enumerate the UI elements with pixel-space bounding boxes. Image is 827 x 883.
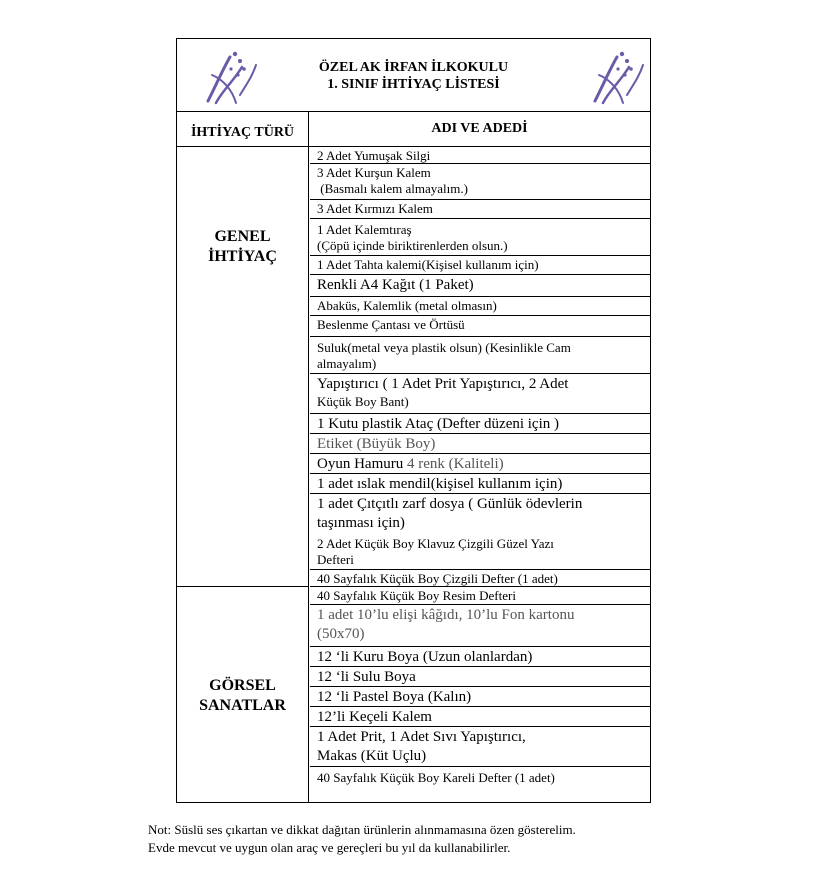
item-text: 3 Adet Kurşun Kalem <box>317 165 431 180</box>
item-text: 40 Sayfalık Küçük Boy Kareli Defter (1 adet) <box>317 770 555 785</box>
document-title <box>257 59 570 93</box>
list-item <box>310 164 650 200</box>
list-item <box>310 767 650 803</box>
item-text: 1 adet Çıtçıtlı zarf dosya ( Günlük ödevlerin <box>317 496 583 512</box>
note-line-2: Evde mevcut ve uygun olan araç ve gereçleri bu yıl da kullanabilirler. <box>148 840 511 855</box>
list-item <box>310 647 650 667</box>
footer-note <box>148 821 576 857</box>
item-text: Renkli A4 Kağıt (1 Paket) <box>317 277 474 293</box>
item-text: almayalım) <box>317 356 377 371</box>
item-text: 2 Adet Küçük Boy Klavuz Çizgili Güzel Yazı <box>317 536 554 551</box>
list-item <box>310 200 650 219</box>
item-text: 12’li Keçeli Kalem <box>317 709 432 725</box>
item-text: Abaküs, Kalemlik (metal olmasın) <box>317 298 497 313</box>
list-item <box>310 587 650 605</box>
category-genel-ihtiyac <box>177 147 309 587</box>
list-title: 1. SINIF İHTİYAÇ LİSTESİ <box>327 77 500 92</box>
list-item <box>310 337 650 374</box>
list-item <box>310 454 650 474</box>
item-text: 12 ‘li Kuru Boya (Uzun olanlardan) <box>317 649 533 665</box>
list-item <box>310 256 650 275</box>
category-gorsel-sanatlar <box>177 587 309 803</box>
item-text: 1 Adet Tahta kalemi(Kişisel kullanım için) <box>317 257 539 272</box>
list-item <box>310 687 650 707</box>
item-text: 12 ‘li Pastel Boya (Kalın) <box>317 689 472 705</box>
column-header-type: İHTİYAÇ TÜRÜ <box>177 111 309 147</box>
item-text: Etiket (Büyük Boy) <box>317 436 436 452</box>
list-item <box>310 570 650 587</box>
list-item <box>310 316 650 337</box>
category-label-line2: SANATLAR <box>199 697 286 714</box>
item-text: Beslenme Çantası ve Örtüsü <box>317 317 465 332</box>
school-logo-left <box>202 45 260 107</box>
item-text <box>317 455 650 474</box>
list-item <box>310 374 650 414</box>
item-text: 40 Sayfalık Küçük Boy Resim Defteri <box>317 588 516 603</box>
item-text: 1 Kutu plastik Ataç (Defter düzeni için ) <box>317 416 560 432</box>
list-item <box>310 219 650 256</box>
item-text: 3 Adet Kırmızı Kalem <box>317 201 433 216</box>
item-text-detail: 4 renk (Kaliteli) <box>403 456 504 472</box>
list-item <box>310 707 650 727</box>
needs-list-table <box>176 38 651 803</box>
item-text: Suluk(metal veya plastik olsun) (Kesinlikle Cam <box>317 340 571 355</box>
list-item <box>310 474 650 494</box>
table-header <box>177 39 650 112</box>
item-text: taşınması için) <box>317 515 405 531</box>
category-label-line2: İHTİYAÇ <box>208 248 277 265</box>
item-text: 1 adet 10’lu elişi kâğıdı, 10’lu Fon kartonu <box>317 607 575 623</box>
item-text: (50x70) <box>317 626 365 642</box>
item-text-main: Oyun Hamuru <box>317 456 404 472</box>
item-text: (Çöpü içinde biriktirenlerden olsun.) <box>317 238 508 253</box>
item-text: 1 Adet Kalemtıraş <box>317 222 412 237</box>
note-line-1: Not: Süslü ses çıkartan ve dikkat dağıtan ürünlerin alınmamasına özen gösterelim. <box>148 822 576 837</box>
item-text: 40 Sayfalık Küçük Boy Çizgili Defter (1 adet) <box>317 571 558 586</box>
item-text: 1 Adet Prit, 1 Adet Sıvı Yapıştırıcı, <box>317 729 526 745</box>
school-name: ÖZEL AK İRFAN İLKOKULU <box>318 60 509 75</box>
list-item <box>310 275 650 297</box>
category-label-line1: GENEL <box>214 228 271 245</box>
category-label-line1: GÖRSEL <box>209 677 276 694</box>
list-item <box>310 727 650 767</box>
school-logo-right <box>589 45 647 107</box>
item-text: 1 adet ıslak mendil(kişisel kullanım için) <box>317 476 563 492</box>
list-item <box>310 605 650 647</box>
item-text: Yapıştırıcı ( 1 Adet Prit Yapıştırıcı, 2 Adet <box>317 376 569 392</box>
list-item <box>310 667 650 687</box>
list-item <box>310 147 650 164</box>
list-item <box>310 297 650 316</box>
item-text: 12 ‘li Sulu Boya <box>317 669 416 685</box>
item-text: Makas (Küt Uçlu) <box>317 748 427 764</box>
list-item <box>310 414 650 434</box>
item-text: Defteri <box>317 552 354 567</box>
column-header-items: ADI VE ADEDİ <box>309 111 650 147</box>
item-text: (Basmalı kalem almayalım.) <box>317 181 468 196</box>
list-item <box>310 494 650 570</box>
list-item <box>310 434 650 454</box>
item-text: 2 Adet Yumuşak Silgi <box>317 148 431 163</box>
item-text: Küçük Boy Bant) <box>317 394 409 409</box>
